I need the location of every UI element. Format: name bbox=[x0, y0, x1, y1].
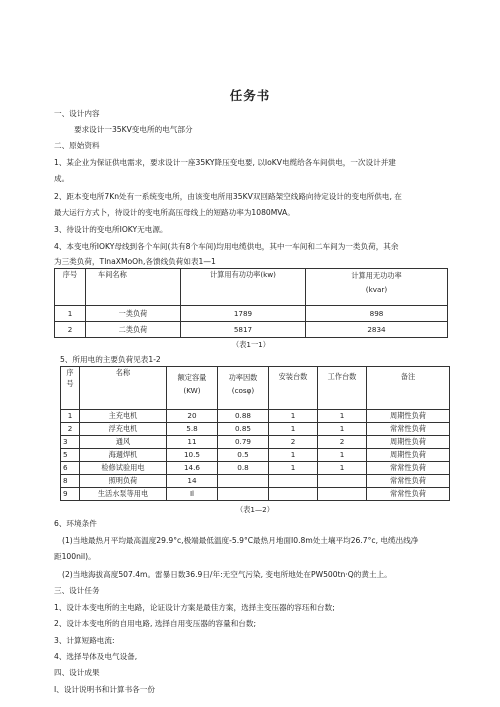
table-cell bbox=[218, 475, 269, 488]
section-heading: 6、环境条件 bbox=[54, 519, 97, 528]
table-cell: Il bbox=[167, 488, 218, 501]
table-cell: 0.8 bbox=[218, 462, 269, 475]
table-cell: 0.88 bbox=[218, 410, 269, 423]
paragraph: 3、待设计的变电所IOKY无电源。 bbox=[54, 225, 168, 234]
paragraph: (2)当地海拔高度507.4m。雷暴日数36.9日/年:无空气污染, 变电所地处在PW500tn·Q的黄土上。 bbox=[62, 570, 392, 579]
table-cell: 898 bbox=[306, 306, 448, 322]
table-row bbox=[55, 306, 448, 322]
table-cell: 常常性负荷 bbox=[367, 423, 450, 436]
table-cell: 常常性负荷 bbox=[367, 488, 450, 501]
paragraph: 4、选择导体及电气设备, bbox=[54, 652, 138, 661]
section-heading: 四、设计成果 bbox=[54, 668, 100, 677]
table-cell: 周期性负荷 bbox=[367, 449, 450, 462]
table-cell: 二类负荷 bbox=[86, 322, 181, 338]
table-cell: 一类负荷 bbox=[86, 306, 181, 322]
table-header-cell: 备注 bbox=[367, 367, 450, 410]
paragraph: I、设计说明书和计算书各一份 bbox=[54, 685, 155, 694]
table-cell: 照明负荷 bbox=[80, 475, 167, 488]
section-heading: 一、设计内容 bbox=[54, 109, 100, 118]
table-cell: 20 bbox=[167, 410, 218, 423]
table-2 bbox=[60, 366, 450, 501]
table-cell: 1 bbox=[269, 410, 318, 423]
table-cell bbox=[318, 488, 367, 501]
table-header-row bbox=[61, 367, 450, 410]
paragraph: 4、本变电所IOKY母线到各个车间(共有8个车间)均用电缆供电，其中一车间和二车间为一类负荷，其余 bbox=[54, 242, 399, 251]
table-cell: 10.5 bbox=[167, 449, 218, 462]
table-header-cell bbox=[167, 367, 218, 410]
paragraph: 1、设计本变电所的主电路，论证设计方案是最佳方案，选择主变压器的容珏和台数; bbox=[54, 603, 335, 612]
table-cell: 海週焊机 bbox=[80, 449, 167, 462]
table-cell: 3 bbox=[61, 436, 80, 449]
table-cell: 1 bbox=[61, 410, 80, 423]
table-cell: 2 bbox=[61, 423, 80, 436]
table-cell: 1 bbox=[318, 410, 367, 423]
table-cell bbox=[269, 488, 318, 501]
table-header-row bbox=[55, 269, 448, 306]
table-header-text: 计算用无功功率 bbox=[351, 271, 402, 280]
table-cell: 6 bbox=[61, 462, 80, 475]
table-cell: 5 bbox=[61, 449, 80, 462]
paragraph: 5、所用电的主要负荷见表1-2 bbox=[60, 355, 161, 364]
table-cell: 1 bbox=[318, 449, 367, 462]
table-cell: 常常性负荷 bbox=[367, 475, 450, 488]
table-header-cell: 工作台数 bbox=[318, 367, 367, 410]
table-header-cell: 序号 bbox=[55, 269, 86, 306]
paragraph: 1、某企业为保证供电需求，要求设计一座35KY降压变电要, 以IoKV电缆给各车间供电，一次设计并建 bbox=[54, 158, 396, 167]
table-header-cell bbox=[306, 269, 448, 306]
table-row bbox=[61, 488, 450, 501]
table-row bbox=[61, 436, 450, 449]
paragraph: 要求设计一35KV变电所的电气部分 bbox=[74, 125, 193, 134]
table-header-text: 功率因数 bbox=[228, 373, 258, 382]
table-1-caption: （表1一1） bbox=[232, 340, 270, 349]
table-cell: 11 bbox=[167, 436, 218, 449]
paragraph: 距100nil)。 bbox=[54, 552, 96, 561]
paragraph: 2、距本变电所7Kn处有一系统变电所，由该变电所用35KV双回路架空线路向待定设计的变电所供电, 在 bbox=[54, 192, 402, 201]
table-cell: 1 bbox=[269, 462, 318, 475]
table-row bbox=[61, 475, 450, 488]
table-cell bbox=[269, 475, 318, 488]
table-header-cell: 车间名称 bbox=[86, 269, 181, 306]
table-row bbox=[61, 449, 450, 462]
table-cell: 2 bbox=[269, 436, 318, 449]
table-cell: 2 bbox=[318, 436, 367, 449]
table-cell: 1 bbox=[269, 449, 318, 462]
paragraph: (1)当地最热月平均最高温度29.9°c,极端最低温度-5.9°C最热月地面I0.8m处土壤平均26.7°c, 电缆出线净 bbox=[62, 536, 419, 545]
table-cell: 9 bbox=[61, 488, 80, 501]
table-cell: 8 bbox=[61, 475, 80, 488]
table-row bbox=[61, 410, 450, 423]
table-header-text: (KW) bbox=[183, 386, 201, 395]
table-header-cell: 安装台数 bbox=[269, 367, 318, 410]
table-cell: 生活水泵等用电 bbox=[80, 488, 167, 501]
table-cell: 周期性负荷 bbox=[367, 410, 450, 423]
table-header-cell: 名称 bbox=[80, 367, 167, 410]
table-header-cell: 计算用有功功率(kw) bbox=[181, 269, 306, 306]
table-cell: 1 bbox=[318, 423, 367, 436]
table-header-text: (cosφ) bbox=[231, 386, 255, 395]
table-cell: 检修试验用电 bbox=[80, 462, 167, 475]
section-heading: 三、设计任务 bbox=[54, 586, 100, 595]
table-cell bbox=[218, 488, 269, 501]
table-cell: 浮充电机 bbox=[80, 423, 167, 436]
table-cell: 通风 bbox=[80, 436, 167, 449]
table-cell: 5817 bbox=[181, 322, 306, 338]
paragraph: 最大运行方式卜，待设计的变电所高压母线上的短路功率为1080MVA。 bbox=[54, 208, 295, 217]
paragraph: 3、计算短路电流: bbox=[54, 636, 115, 645]
table-header-cell: 序号 bbox=[61, 367, 80, 410]
table-cell: 周期性负荷 bbox=[367, 436, 450, 449]
table-cell: 0.85 bbox=[218, 423, 269, 436]
table-cell: 2834 bbox=[306, 322, 448, 338]
table-row bbox=[55, 322, 448, 338]
table-row bbox=[61, 423, 450, 436]
table-header-text: 额定容量 bbox=[177, 373, 207, 382]
table-cell: 14.6 bbox=[167, 462, 218, 475]
table-cell bbox=[318, 475, 367, 488]
section-heading: 二、原始资料 bbox=[54, 141, 100, 150]
table-cell: 0.79 bbox=[218, 436, 269, 449]
table-cell: 2 bbox=[55, 322, 86, 338]
table-cell: 1789 bbox=[181, 306, 306, 322]
table-row bbox=[61, 462, 450, 475]
table-cell: 主充电机 bbox=[80, 410, 167, 423]
table-cell: 1 bbox=[55, 306, 86, 322]
table-header-text: (kvar) bbox=[365, 285, 388, 294]
table-cell: 常常性负荷 bbox=[367, 462, 450, 475]
paragraph: 为三类负荷，TlnaXMoOh,各馈线负荷如表1—1 bbox=[54, 257, 216, 266]
table-1 bbox=[54, 268, 448, 338]
paragraph: 成。 bbox=[54, 174, 70, 183]
table-cell: 14 bbox=[167, 475, 218, 488]
page-title: 任务书 bbox=[229, 88, 271, 103]
table-cell: 1 bbox=[318, 462, 367, 475]
paragraph: 2、设计本变电所的自用电路, 选择自用变压器的容量和台数; bbox=[54, 619, 257, 628]
table-cell: 5.8 bbox=[167, 423, 218, 436]
table-cell: 1 bbox=[269, 423, 318, 436]
table-2-caption: （表1—2） bbox=[236, 505, 274, 514]
table-header-cell bbox=[218, 367, 269, 410]
table-cell: 0.5 bbox=[218, 449, 269, 462]
